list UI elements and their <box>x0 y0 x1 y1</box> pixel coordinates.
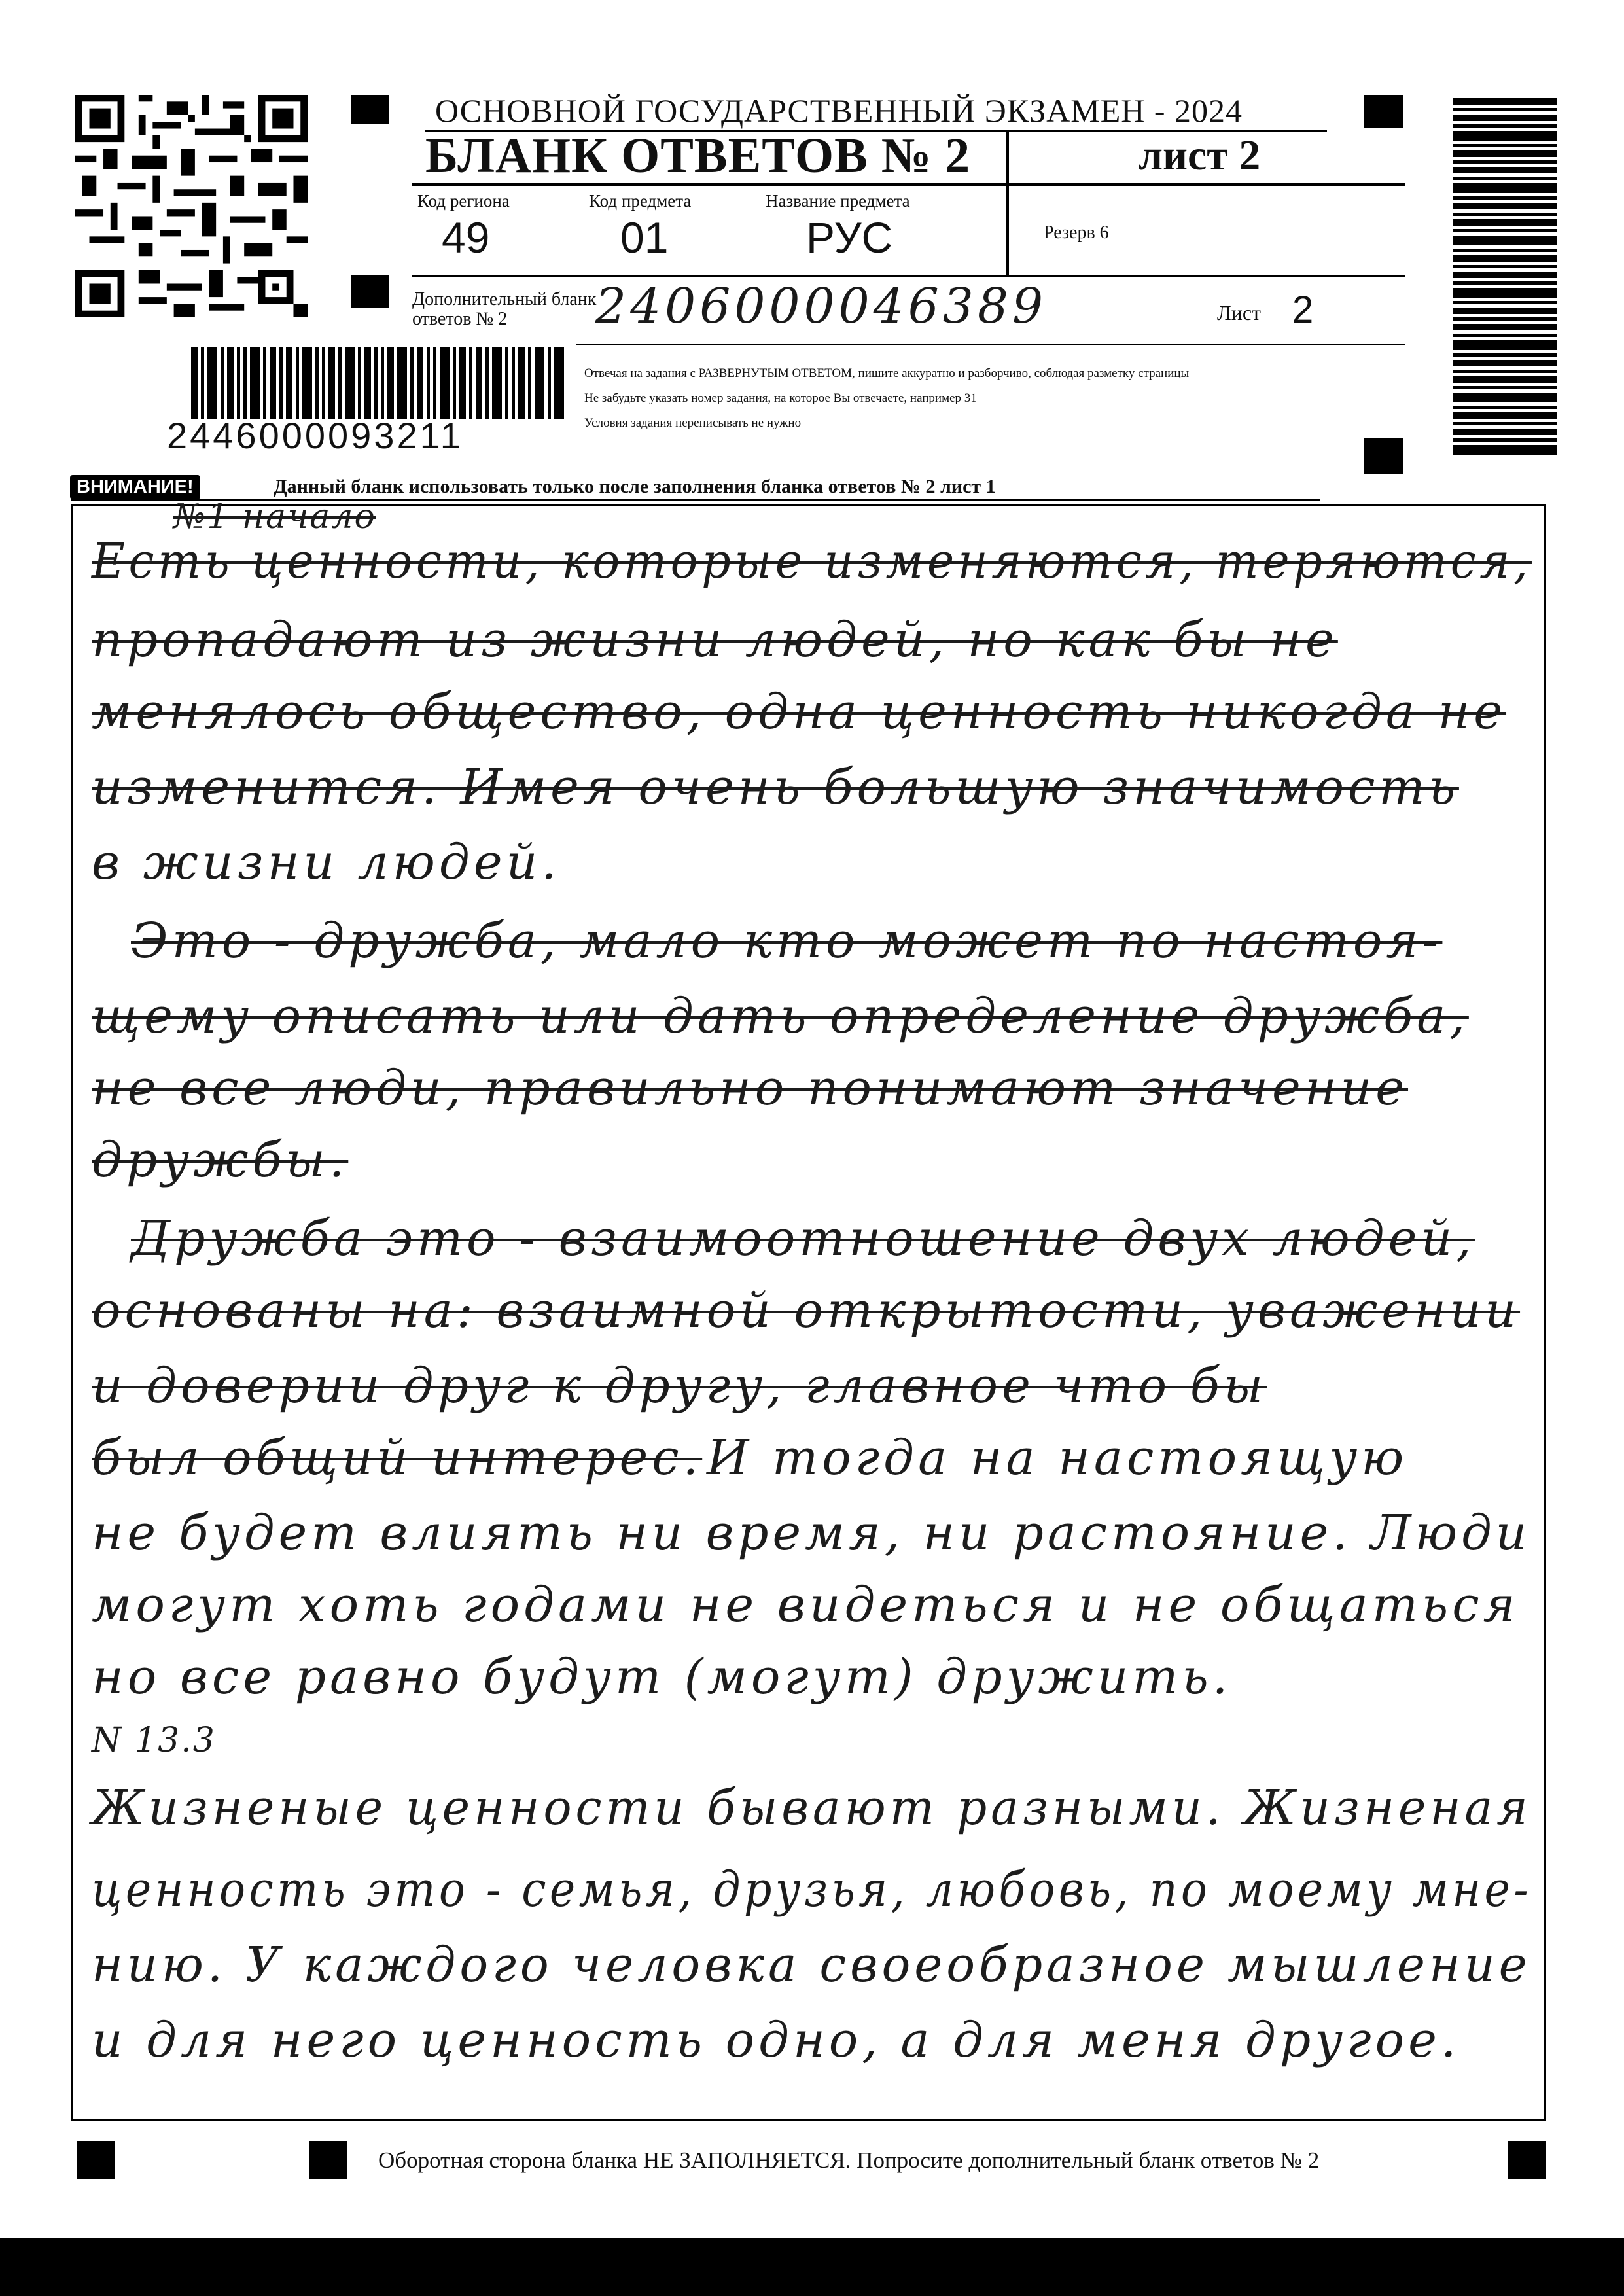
answer-line: был общий интерес. <box>92 1430 703 1486</box>
answer-line: Жизненые ценности бывают разными. Жизненая <box>92 1780 1532 1836</box>
answer-line: но все равно будут (могут) дружить. <box>92 1649 1232 1705</box>
answer-line: не будет влиять ни время, ни растояние. Люди <box>92 1505 1531 1561</box>
attention-badge: ВНИМАНИЕ! <box>70 475 200 499</box>
marker-square <box>351 95 389 124</box>
subject-code-value: 01 <box>620 213 669 262</box>
answer-line: и для него ценность одно, а для меня другое. <box>92 2012 1460 2068</box>
answer-line: пропадают из жизни людей, но как бы не <box>92 612 1338 668</box>
divider <box>576 344 1405 345</box>
extra-blank-number: 2406000046389 <box>595 278 1048 334</box>
region-label: Код региона <box>417 191 510 211</box>
region-value: 49 <box>442 213 490 262</box>
vertical-barcode <box>1453 98 1557 455</box>
subject-name-label: Название предмета <box>766 191 910 211</box>
list-value: 2 <box>1292 289 1314 331</box>
marker-square <box>1364 95 1403 128</box>
answer-line: могут хоть годами не видеться и не общаться <box>92 1577 1519 1633</box>
divider <box>412 275 1405 277</box>
qr-code <box>75 95 308 317</box>
blank-title: БЛАНК ОТВЕТОВ № 2 <box>425 128 971 183</box>
answer-line: изменится. Имея очень большую значимость <box>92 759 1459 815</box>
bottom-bar <box>0 2238 1624 2296</box>
answer-line: менялось общество, одна ценность никогда не <box>92 684 1507 740</box>
answer-line: Это - дружба, мало кто может по настоя- <box>131 913 1443 969</box>
answer-line: и доверии друг к другу, главное что бы <box>92 1358 1267 1414</box>
answer-line: Дружба это - взаимоотношение двух людей, <box>131 1210 1475 1267</box>
answer-line: Есть ценности, которые изменяются, теряются, <box>92 533 1532 590</box>
extra-blank-label: Дополнительный бланк ответов № 2 <box>412 289 597 329</box>
instruction-line: Отвечая на задания с РАЗВЕРНУТЫМ ОТВЕТОМ, пишите аккуратно и разборчиво, соблюдая разметку страницы <box>584 366 1190 380</box>
answer-line: щему описать или дать определение дружба, <box>92 988 1469 1044</box>
answer-line: не все люди, правильно понимают значение <box>92 1060 1409 1116</box>
answer-line: нию. У каждого человка своеобразное мышление <box>92 1937 1531 1993</box>
reserve-label: Резерв 6 <box>1044 222 1109 243</box>
barcode <box>191 347 564 419</box>
attention-text: Данный бланк использовать только после заполнения бланка ответов № 2 лист 1 <box>274 476 996 497</box>
marker-square <box>309 2141 347 2179</box>
exam-title: ОСНОВНОЙ ГОСУДАРСТВЕННЫЙ ЭКЗАМЕН - 2024 <box>435 92 1243 129</box>
barcode-number: 2446000093211 <box>167 415 463 456</box>
answer-line: ценность это - семья, друзья, любовь, по моему мне- <box>92 1862 1532 1918</box>
divider <box>1006 130 1009 275</box>
list-label: Лист <box>1217 301 1262 325</box>
answer-line: основаны на: взаимной открытости, уважении <box>92 1282 1521 1339</box>
answer-line: N 13.3 <box>92 1721 216 1760</box>
marker-square <box>1364 438 1403 474</box>
answer-line: №1 начало <box>173 497 376 537</box>
answer-line: И тогда на настоящую <box>707 1430 1408 1486</box>
instruction-line: Не забудьте указать номер задания, на которое Вы отвечаете, например 31 <box>584 391 977 405</box>
subject-code-label: Код предмета <box>589 191 692 211</box>
answer-line: в жизни людей. <box>92 834 561 891</box>
sheet-title: лист 2 <box>1139 132 1261 179</box>
footer-note: Оборотная сторона бланка НЕ ЗАПОЛНЯЕТСЯ. Попросите дополнительный бланк ответов № 2 <box>378 2147 1320 2173</box>
marker-square <box>1508 2141 1546 2179</box>
marker-square <box>77 2141 115 2179</box>
answer-line: дружбы. <box>92 1132 349 1188</box>
instruction-line: Условия задания переписывать не нужно <box>584 416 802 430</box>
subject-name-value: РУС <box>806 213 893 262</box>
marker-square <box>351 275 389 308</box>
divider <box>412 183 1405 186</box>
